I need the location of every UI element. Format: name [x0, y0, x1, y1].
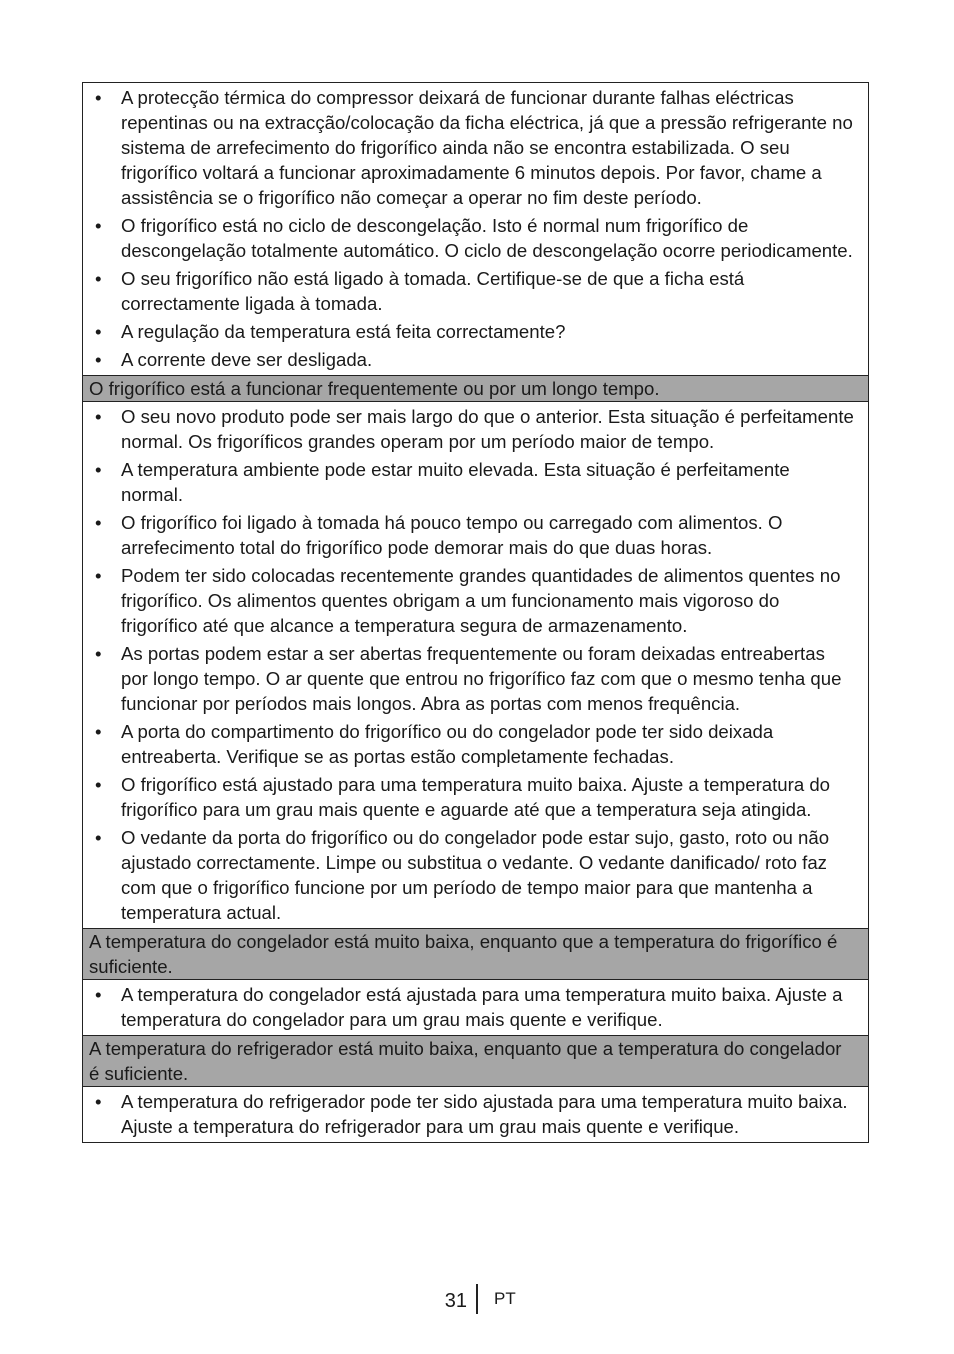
list-item — [89, 641, 856, 716]
bullet-icon: • — [95, 643, 102, 664]
bullet-icon: • — [95, 721, 102, 742]
bullet-icon: • — [95, 459, 102, 480]
problem-header: O frigorífico está a funcionar frequentemente ou por um longo tempo. — [83, 376, 868, 401]
list-item — [89, 347, 856, 372]
list-item-text: A temperatura do refrigerador pode ter sido ajustada para uma temperatura muito baixa. Ajuste a temperatura do refrigerador para um grau mais quente e verifique. — [121, 1091, 848, 1137]
solution-list — [89, 85, 856, 372]
list-item-text: Podem ter sido colocadas recentemente grandes quantidades de alimentos quentes no frigorífico. Os alimentos quentes obrigam a um funcionamento mais vigoroso do frigorífico até que alcance a temperatura segura de armazenamento. — [121, 565, 841, 636]
language-code: PT — [494, 1289, 516, 1308]
list-item-text: A temperatura do congelador está ajustada para uma temperatura muito baixa. Ajuste a temperatura do congelador para um grau mais quente e verifique. — [121, 984, 843, 1030]
list-item-text: As portas podem estar a ser abertas frequentemente ou foram deixadas entreabertas por longo tempo. O ar quente que entrou no frigorífico faz com que o mesmo tenha que funcionar por períodos mais longos. Abra as portas com menos frequência. — [121, 643, 842, 714]
list-item-text: O vedante da porta do frigorífico ou do congelador pode estar sujo, gasto, roto ou não ajustado correctamente. Limpe ou substitua o vedante. O vedante danificado/ roto faz com que o frigorífico funcione por um período de tempo maior para que mantenha a temperatura actual. — [121, 827, 830, 923]
list-item-text: O frigorífico está no ciclo de descongelação. Isto é normal num frigorífico de descongelação totalmente automático. O ciclo de descongelação ocorre periodicamente. — [121, 215, 853, 261]
list-item — [89, 510, 856, 560]
list-item — [89, 982, 856, 1032]
list-item — [89, 457, 856, 507]
bullet-icon: • — [95, 87, 102, 108]
list-item-text: O seu frigorífico não está ligado à tomada. Certifique-se de que a ficha está correctamente ligada à tomada. — [121, 268, 745, 314]
solutions-cell — [83, 402, 868, 925]
bullet-icon: • — [95, 1091, 102, 1112]
solution-list — [89, 404, 856, 925]
table-section — [83, 1035, 868, 1139]
bullet-icon: • — [95, 268, 102, 289]
list-item-text: A porta do compartimento do frigorífico ou do congelador pode ter sido deixada entreaberta. Verifique se as portas estão completamente fechadas. — [121, 721, 774, 767]
list-item — [89, 85, 856, 210]
list-item — [89, 563, 856, 638]
list-item-text: A regulação da temperatura está feita correctamente? — [121, 321, 566, 342]
page-footer — [0, 1284, 954, 1318]
solution-list — [89, 1089, 856, 1139]
list-item-text: O seu novo produto pode ser mais largo do que o anterior. Esta situação é perfeitamente normal. Os frigoríficos grandes operam por um período maior de tempo. — [121, 406, 854, 452]
bullet-icon: • — [95, 984, 102, 1005]
table-section — [83, 83, 868, 372]
solution-list — [89, 982, 856, 1032]
list-item-text: O frigorífico foi ligado à tomada há pouco tempo ou carregado com alimentos. O arrefecimento total do frigorífico pode demorar mais do que duas horas. — [121, 512, 783, 558]
list-item-text: A protecção térmica do compressor deixará de funcionar durante falhas eléctricas repentinas ou na extracção/colocação da ficha eléctrica, já que a pressão refrigerante no sistema de arrefecimento do frigorífico ainda não se encontra estabilizada. O seu frigorífico voltará a funcionar aproximadamente 6 minutos depois. Por favor, chame a assistência se o frigorífico não começar a operar no fim deste período. — [121, 87, 853, 208]
list-item — [89, 404, 856, 454]
bullet-icon: • — [95, 321, 102, 342]
bullet-icon: • — [95, 774, 102, 795]
table-section — [83, 375, 868, 925]
list-item-text: A corrente deve ser desligada. — [121, 349, 373, 370]
bullet-icon: • — [95, 565, 102, 586]
bullet-icon: • — [95, 406, 102, 427]
footer-divider — [476, 1284, 478, 1314]
list-item-text: O frigorífico está ajustado para uma temperatura muito baixa. Ajuste a temperatura do frigorífico para um grau mais quente e aguarde até que a temperatura seja atingida. — [121, 774, 831, 820]
list-item-text: A temperatura ambiente pode estar muito elevada. Esta situação é perfeitamente normal. — [121, 459, 790, 505]
problem-header: A temperatura do congelador está muito baixa, enquanto que a temperatura do frigorífico é suficiente. — [83, 929, 868, 979]
list-item — [89, 1089, 856, 1139]
bullet-icon: • — [95, 215, 102, 236]
table-section — [83, 928, 868, 1032]
solutions-cell — [83, 980, 868, 1032]
troubleshooting-table — [82, 82, 869, 1143]
list-item — [89, 772, 856, 822]
solutions-cell — [83, 1087, 868, 1139]
list-item — [89, 825, 856, 925]
list-item — [89, 719, 856, 769]
bullet-icon: • — [95, 349, 102, 370]
bullet-icon: • — [95, 512, 102, 533]
list-item — [89, 319, 856, 344]
page-number: 31 — [444, 1290, 467, 1312]
solutions-cell — [83, 83, 868, 372]
bullet-icon: • — [95, 827, 102, 848]
problem-header: A temperatura do refrigerador está muito baixa, enquanto que a temperatura do congelador é suficiente. — [83, 1036, 868, 1086]
list-item — [89, 213, 856, 263]
list-item — [89, 266, 856, 316]
